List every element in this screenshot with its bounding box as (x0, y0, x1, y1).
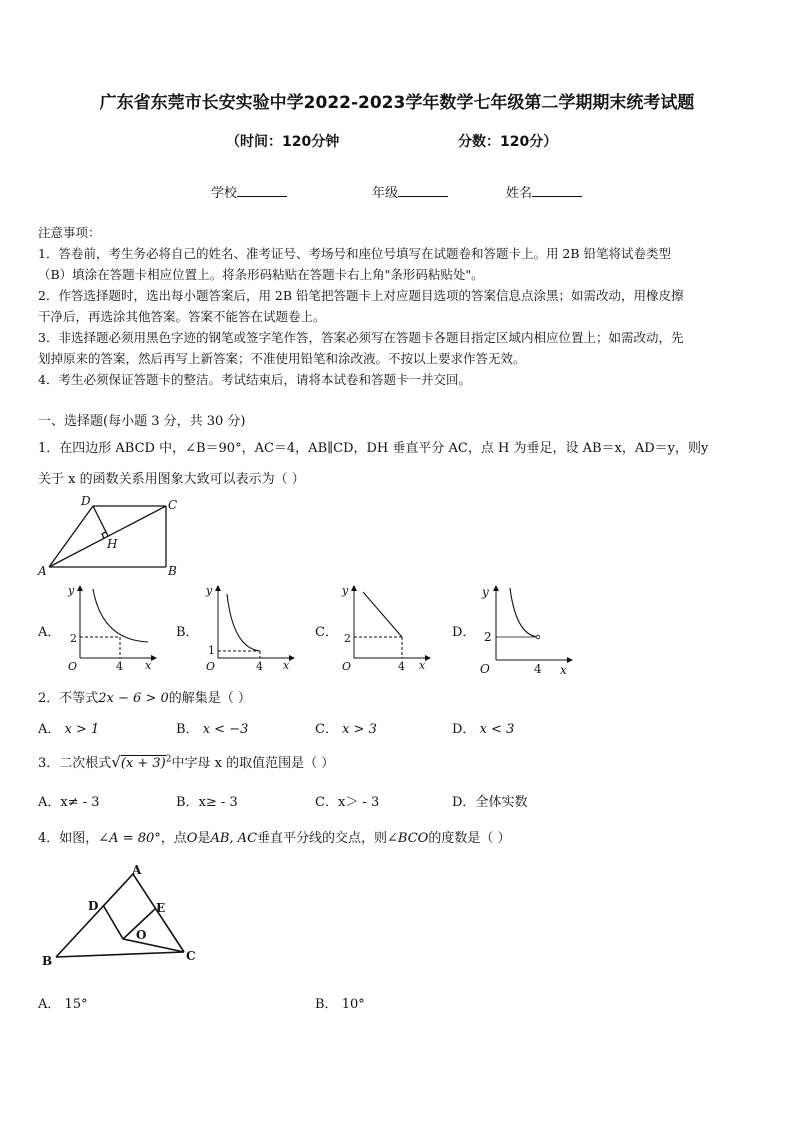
q1-stem-line2: 关于 x 的函数关系用图象大致可以表示为（ ） (38, 472, 305, 487)
q1-option-d-graph[interactable] (474, 580, 580, 676)
q2-option-b[interactable] (176, 718, 248, 737)
notes-heading: 注意事项： (38, 225, 101, 240)
y-tick: 2 (70, 632, 77, 645)
q1-stem-line1: 1．在四边形 ABCD 中，∠B＝90°，AC＝4，AB∥CD，DH 垂直平分 AC，点 H 为垂足，设 AB＝x，AD＝y，则y (38, 441, 709, 456)
q2-option-d[interactable] (452, 718, 514, 737)
exam-title: 广东省东莞市长安实验中学2022-2023学年数学七年级第二学期期末统考试题 (99, 93, 695, 113)
label-b: B (42, 954, 53, 968)
school-label: 学校 (211, 186, 238, 201)
q3-power: 2 (165, 754, 172, 765)
origin-label: O (342, 660, 352, 672)
y-tick: 2 (344, 632, 351, 645)
notes-line: （B）填涂在答题卡相应位置上。将条形码粘贴在答题卡右上角"条形码粘贴处"。 (38, 267, 484, 282)
q3-option-d[interactable] (452, 791, 527, 810)
q3-radicand: (x + 3) (120, 756, 166, 771)
q4-option-b[interactable] (315, 993, 365, 1012)
school-field (211, 182, 287, 201)
label-a: A (38, 564, 47, 578)
q1-option-a-graph[interactable] (62, 580, 162, 672)
q2-stem (38, 687, 251, 706)
label-d: D (81, 494, 91, 508)
q4-segments: AB, AC (210, 831, 258, 846)
q3-stem-post: 中字母 x 的取值范围是（ ） (171, 756, 335, 771)
q4-stem (38, 827, 510, 846)
option-text: x≠ - 3 (60, 795, 100, 810)
q1-option-b-label[interactable]: B． (176, 625, 199, 640)
y-tick: 1 (208, 644, 215, 657)
label-o: O (136, 928, 147, 942)
segment-ad (49, 506, 93, 567)
q4-stem-pre: 4．如图， (38, 831, 99, 846)
name-blank (532, 184, 582, 197)
option-label: C． (315, 795, 338, 810)
axis-y-label: y (68, 584, 75, 597)
axis-x-label: x (145, 659, 152, 672)
option-label: C． (315, 722, 338, 737)
exam-time: （时间：120分钟 (226, 134, 340, 150)
option-label: B． (176, 722, 199, 737)
x-tick: 4 (398, 660, 405, 672)
axis-y-label: y (206, 584, 213, 597)
notes-line: 2．作答选择题时，选出每小题答案后，用 2B 铅笔把答题卡上对应题目选项的答案信息点涂黑；如需改动，用橡皮擦 (38, 288, 684, 303)
name-field (506, 182, 582, 201)
q2-stem-pre: 2．不等式 (38, 691, 99, 706)
option-label: A． (38, 722, 61, 737)
q3-stem-pre: 3．二次根式 (38, 756, 112, 771)
x-tick: 4 (534, 662, 542, 676)
section-heading: 一、选择题(每小题 3 分，共 30 分) (38, 414, 246, 429)
option-label: A． (38, 997, 61, 1012)
q2-option-c[interactable] (315, 718, 377, 737)
q1-option-c-label[interactable]: C． (315, 625, 338, 640)
q1-option-a-label[interactable]: A． (38, 625, 61, 640)
q4-target-angle: ∠BCO (387, 831, 429, 846)
label-a: A (132, 863, 142, 877)
option-label: D． (452, 795, 476, 810)
option-label: D． (452, 722, 476, 737)
segment-ab (56, 874, 133, 957)
curve (227, 594, 260, 651)
q3-option-a[interactable] (38, 791, 100, 810)
name-label: 姓名 (506, 186, 533, 201)
curve (510, 588, 538, 637)
q1-option-b-graph[interactable] (200, 580, 300, 672)
y-tick: 2 (484, 630, 492, 644)
q2-option-a[interactable] (38, 718, 99, 737)
grade-field (372, 182, 448, 201)
label-c: C (168, 498, 178, 512)
notes-line: 1．答卷前，考生务必将自己的姓名、准考证号、考场号和座位号填写在试题卷和答题卡上。用 2B 铅笔将试卷类型 (38, 246, 672, 261)
q4-stem-mid3: 垂直平分线的交点，则 (257, 831, 388, 846)
label-e: E (156, 901, 166, 915)
notes-line: 干净后，再选涂其他答案。答案不能答在试题卷上。 (38, 309, 326, 324)
grade-label: 年级 (372, 186, 399, 201)
line-segment (363, 592, 402, 637)
q1-option-c-graph[interactable] (336, 580, 436, 672)
origin-label: O (206, 660, 216, 672)
option-text: x＞ - 3 (337, 795, 380, 810)
q1-option-d-label[interactable]: D． (452, 625, 476, 640)
exam-score: 分数：120分） (458, 134, 558, 150)
label-h: H (107, 537, 118, 551)
q4-stem-post: 的度数是（ ） (428, 831, 511, 846)
label-c: C (186, 949, 196, 963)
option-text: x > 3 (342, 722, 377, 737)
notes-line: 4．考生必须保证答题卡的整洁。考试结束后，请将本试卷和答题卡一并交回。 (38, 372, 471, 387)
x-tick: 4 (116, 660, 123, 672)
option-text: 15° (64, 997, 88, 1012)
notes-line: 划掉原来的答案，然后再写上新答案；不准使用铅笔和涂改液。不按以上要求作答无效。 (38, 351, 526, 366)
q4-stem-mid2: 是 (197, 831, 211, 846)
segment-oc (123, 939, 184, 952)
axis-x-label: x (419, 659, 426, 672)
label-d: D (88, 899, 99, 913)
q3-option-b[interactable] (176, 791, 238, 810)
q3-option-c[interactable] (315, 791, 379, 810)
axis-y-label: y (482, 585, 489, 599)
notes-block (38, 222, 760, 390)
q4-figure (36, 862, 206, 970)
q4-point-o: O (186, 831, 198, 846)
option-text: 全体实数 (475, 795, 528, 810)
q2-inequality: 2x − 6 > 0 (98, 691, 169, 706)
label-b: B (168, 564, 177, 578)
axis-x-label: x (283, 659, 290, 672)
origin-label: O (480, 662, 490, 676)
option-text: x < −3 (202, 722, 249, 737)
option-label: B． (176, 795, 199, 810)
q1-figure (34, 494, 184, 580)
segment-bc (56, 952, 184, 957)
option-label: A． (38, 795, 61, 810)
q3-stem (38, 752, 334, 771)
q4-stem-mid1: ，点 (160, 831, 187, 846)
segment-do (103, 905, 123, 939)
radical-sign: √ (111, 753, 121, 771)
axis-x-label: x (560, 663, 567, 676)
x-tick: 4 (256, 660, 263, 672)
open-point (536, 635, 540, 639)
option-text: 10° (341, 997, 365, 1012)
option-label: B． (315, 997, 338, 1012)
q4-option-a[interactable] (38, 993, 88, 1012)
q4-angle: ∠A = 80° (98, 831, 161, 846)
curve (93, 589, 148, 642)
grade-blank (398, 184, 448, 197)
q2-stem-post: 的解集是（ ） (168, 691, 251, 706)
origin-label: O (68, 660, 78, 672)
option-text: x≥ - 3 (198, 795, 238, 810)
school-blank (237, 184, 287, 197)
option-text: x < 3 (479, 722, 515, 737)
notes-line: 3．非选择题必须用黑色字迹的钢笔或签字笔作答，答案必须写在答题卡各题目指定区域内相应位置上；如需改动，先 (38, 330, 684, 345)
option-text: x > 1 (64, 722, 100, 737)
axis-y-label: y (342, 584, 349, 597)
